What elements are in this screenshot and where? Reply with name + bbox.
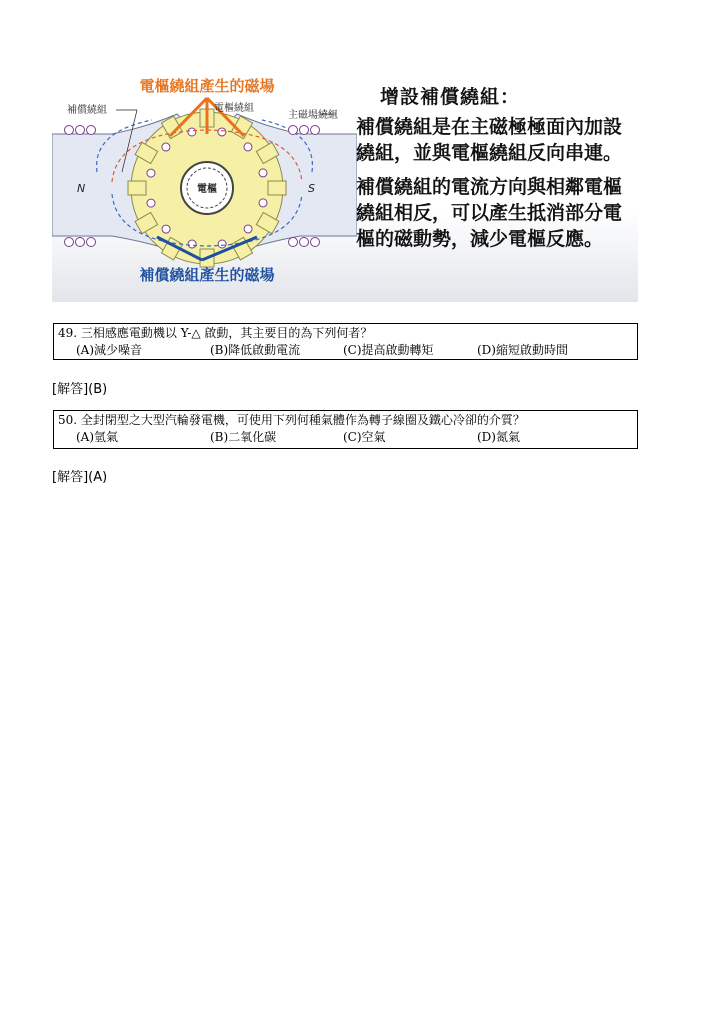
armature-conductor <box>218 128 226 136</box>
armature-conductor <box>218 240 226 248</box>
armature-conductor <box>244 143 252 151</box>
slide-paragraph-1: 補償繞組是在主磁極極面內加設繞組，並與電樞繞組反向串連。 <box>356 116 623 164</box>
armature-conductor <box>259 199 267 207</box>
armature-conductor <box>259 169 267 177</box>
armature-conductor <box>244 225 252 233</box>
label-armature-field: 電樞繞組產生的磁場 <box>139 77 275 95</box>
label-armature-winding: 電樞繞組 <box>214 103 254 114</box>
field-conductor <box>289 126 298 135</box>
armature-conductor <box>188 128 196 136</box>
label-pole-s: S <box>308 182 315 195</box>
compensating-winding-diagram <box>52 72 357 302</box>
field-conductor <box>76 238 85 247</box>
label-compensating-field: 補償繞組產生的磁場 <box>139 266 275 284</box>
question-50-text: 50. 全封閉型之大型汽輪發電機，可使用下列何種氣體作為轉子線圈及鐵心冷卻的介質？ <box>58 413 525 427</box>
slide-text <box>356 84 638 252</box>
label-pole-n: N <box>77 182 86 195</box>
armature-conductor <box>147 199 155 207</box>
slide-heading: 增設補償繞組： <box>380 86 521 108</box>
field-conductor <box>311 238 320 247</box>
armature-conductor <box>162 143 170 151</box>
question-50-option-b: (B)二氧化碳 <box>210 430 277 444</box>
slide-paragraph-2: 補償繞組的電流方向與相鄰電樞繞組相反，可以產生抵消部分電樞的磁動勢，減少電樞反應。 <box>356 176 623 250</box>
gear-tooth <box>128 181 146 195</box>
question-49-option-d: (D)縮短啟動時間 <box>477 343 568 357</box>
armature-conductor <box>162 225 170 233</box>
question-49-option-b: (B)降低啟動電流 <box>210 343 301 357</box>
field-conductor <box>289 238 298 247</box>
field-conductor <box>300 238 309 247</box>
answer-49: [解答](B) <box>52 382 108 397</box>
question-50-option-a: (A)氫氣 <box>76 430 119 444</box>
question-49-text: 49. 三相感應電動機以 Y-△ 啟動，其主要目的為下列何者？ <box>58 326 373 340</box>
label-compensating-winding: 補償繞組 <box>67 105 107 116</box>
question-49-box <box>53 323 638 360</box>
field-conductor <box>300 126 309 135</box>
answer-50: [解答](A) <box>52 470 108 485</box>
field-conductor <box>87 126 96 135</box>
question-50-option-d: (D)氮氣 <box>477 430 520 444</box>
armature-conductor <box>147 169 155 177</box>
slide-figure <box>52 72 638 302</box>
question-49-option-a: (A)減少噪音 <box>76 343 143 357</box>
question-50-option-c: (C)空氣 <box>343 430 386 444</box>
question-49-options <box>58 342 633 359</box>
label-main-field-winding: 主磁場繞組 <box>288 110 338 121</box>
question-50-options <box>58 429 633 446</box>
armature-conductor <box>188 240 196 248</box>
question-50-box <box>53 410 638 449</box>
field-conductor <box>65 238 74 247</box>
label-armature: 電樞 <box>197 184 217 195</box>
question-49-option-c: (C)提高啟動轉矩 <box>343 343 434 357</box>
field-conductor <box>76 126 85 135</box>
gear-tooth <box>268 181 286 195</box>
field-conductor <box>65 126 74 135</box>
field-conductor <box>87 238 96 247</box>
field-conductor <box>311 126 320 135</box>
